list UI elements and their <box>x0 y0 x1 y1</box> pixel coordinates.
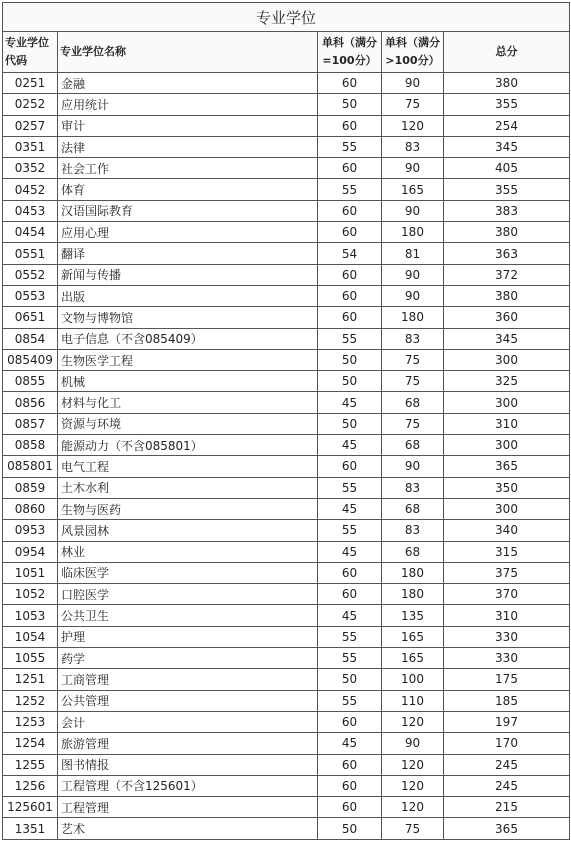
row-total: 383 <box>444 200 570 221</box>
table-row <box>3 562 570 583</box>
row-single-100: 55 <box>318 648 382 669</box>
row-total: 245 <box>444 754 570 775</box>
row-single-100: 60 <box>318 115 382 136</box>
row-total: 360 <box>444 307 570 328</box>
row-code: 0454 <box>3 222 58 243</box>
row-single-over100: 90 <box>382 73 444 94</box>
row-name: 会计 <box>58 711 318 732</box>
row-code: 0452 <box>3 179 58 200</box>
row-code: 1051 <box>3 562 58 583</box>
row-single-100: 60 <box>318 754 382 775</box>
row-single-over100: 135 <box>382 605 444 626</box>
row-code: 0857 <box>3 413 58 434</box>
row-single-over100: 180 <box>382 222 444 243</box>
row-single-100: 60 <box>318 73 382 94</box>
table-row <box>3 456 570 477</box>
row-name: 口腔医学 <box>58 584 318 605</box>
row-single-over100: 83 <box>382 520 444 541</box>
row-total: 380 <box>444 285 570 306</box>
score-table <box>2 2 570 840</box>
row-code: 0856 <box>3 392 58 413</box>
row-single-100: 50 <box>318 371 382 392</box>
row-single-over100: 180 <box>382 307 444 328</box>
table-row <box>3 73 570 94</box>
row-single-over100: 90 <box>382 158 444 179</box>
row-name: 资源与环境 <box>58 413 318 434</box>
row-single-over100: 75 <box>382 818 444 839</box>
table-title: 专业学位 <box>3 3 570 32</box>
row-total: 375 <box>444 562 570 583</box>
row-single-over100: 120 <box>382 775 444 796</box>
row-single-over100: 120 <box>382 115 444 136</box>
row-name: 能源动力（不含085801） <box>58 435 318 456</box>
row-name: 应用心理 <box>58 222 318 243</box>
row-single-100: 45 <box>318 541 382 562</box>
row-code: 0553 <box>3 285 58 306</box>
row-code: 1252 <box>3 690 58 711</box>
row-single-100: 55 <box>318 328 382 349</box>
row-single-over100: 100 <box>382 669 444 690</box>
table-row <box>3 243 570 264</box>
table-row <box>3 818 570 839</box>
row-name: 工商管理 <box>58 669 318 690</box>
row-single-100: 45 <box>318 605 382 626</box>
header-name: 专业学位名称 <box>58 32 318 73</box>
row-total: 330 <box>444 626 570 647</box>
row-single-over100: 75 <box>382 349 444 370</box>
row-single-100: 60 <box>318 584 382 605</box>
row-name: 公共管理 <box>58 690 318 711</box>
row-name: 体育 <box>58 179 318 200</box>
row-single-100: 60 <box>318 222 382 243</box>
table-row <box>3 413 570 434</box>
row-code: 1351 <box>3 818 58 839</box>
row-code: 0859 <box>3 477 58 498</box>
row-name: 旅游管理 <box>58 733 318 754</box>
row-single-100: 55 <box>318 136 382 157</box>
table-row <box>3 669 570 690</box>
row-code: 1255 <box>3 754 58 775</box>
row-name: 翻译 <box>58 243 318 264</box>
row-name: 生物医学工程 <box>58 349 318 370</box>
row-single-100: 45 <box>318 435 382 456</box>
row-code: 1053 <box>3 605 58 626</box>
row-total: 370 <box>444 584 570 605</box>
row-single-over100: 75 <box>382 413 444 434</box>
header-code: 专业学位代码 <box>3 32 58 73</box>
row-code: 0953 <box>3 520 58 541</box>
row-code: 085801 <box>3 456 58 477</box>
row-code: 0453 <box>3 200 58 221</box>
row-single-over100: 75 <box>382 94 444 115</box>
row-total: 254 <box>444 115 570 136</box>
row-total: 345 <box>444 136 570 157</box>
row-total: 350 <box>444 477 570 498</box>
row-total: 363 <box>444 243 570 264</box>
row-single-100: 50 <box>318 349 382 370</box>
row-name: 材料与化工 <box>58 392 318 413</box>
row-code: 0552 <box>3 264 58 285</box>
row-total: 300 <box>444 435 570 456</box>
row-single-100: 45 <box>318 498 382 519</box>
row-name: 社会工作 <box>58 158 318 179</box>
row-name: 电子信息（不含085409） <box>58 328 318 349</box>
row-single-over100: 68 <box>382 392 444 413</box>
row-single-over100: 90 <box>382 264 444 285</box>
table-row <box>3 435 570 456</box>
row-name: 工程管理 <box>58 797 318 818</box>
row-single-100: 50 <box>318 94 382 115</box>
header-row <box>3 32 570 73</box>
row-single-over100: 81 <box>382 243 444 264</box>
row-single-over100: 120 <box>382 754 444 775</box>
row-single-over100: 75 <box>382 371 444 392</box>
row-total: 340 <box>444 520 570 541</box>
table-row <box>3 754 570 775</box>
row-single-100: 55 <box>318 477 382 498</box>
row-total: 380 <box>444 73 570 94</box>
row-total: 170 <box>444 733 570 754</box>
row-code: 0854 <box>3 328 58 349</box>
row-name: 应用统计 <box>58 94 318 115</box>
row-single-100: 60 <box>318 307 382 328</box>
row-code: 1052 <box>3 584 58 605</box>
table-row <box>3 626 570 647</box>
table-row <box>3 158 570 179</box>
row-name: 出版 <box>58 285 318 306</box>
row-code: 1253 <box>3 711 58 732</box>
row-single-over100: 110 <box>382 690 444 711</box>
row-single-100: 60 <box>318 158 382 179</box>
table-row <box>3 200 570 221</box>
row-single-100: 54 <box>318 243 382 264</box>
row-total: 175 <box>444 669 570 690</box>
row-code: 085409 <box>3 349 58 370</box>
row-total: 300 <box>444 349 570 370</box>
row-single-over100: 90 <box>382 733 444 754</box>
row-code: 0860 <box>3 498 58 519</box>
row-total: 365 <box>444 456 570 477</box>
row-code: 1054 <box>3 626 58 647</box>
row-single-100: 60 <box>318 711 382 732</box>
row-single-100: 60 <box>318 456 382 477</box>
row-single-over100: 180 <box>382 562 444 583</box>
row-name: 生物与医药 <box>58 498 318 519</box>
row-total: 310 <box>444 605 570 626</box>
table-row <box>3 285 570 306</box>
row-name: 工程管理（不含125601） <box>58 775 318 796</box>
row-single-100: 60 <box>318 285 382 306</box>
row-total: 330 <box>444 648 570 669</box>
row-single-100: 60 <box>318 200 382 221</box>
row-name: 临床医学 <box>58 562 318 583</box>
row-name: 土木水利 <box>58 477 318 498</box>
row-single-100: 55 <box>318 520 382 541</box>
table-row <box>3 222 570 243</box>
row-code: 125601 <box>3 797 58 818</box>
row-single-over100: 83 <box>382 328 444 349</box>
row-total: 372 <box>444 264 570 285</box>
row-total: 355 <box>444 179 570 200</box>
row-code: 0257 <box>3 115 58 136</box>
row-total: 310 <box>444 413 570 434</box>
row-single-100: 50 <box>318 818 382 839</box>
row-total: 300 <box>444 392 570 413</box>
row-single-over100: 180 <box>382 584 444 605</box>
row-total: 197 <box>444 711 570 732</box>
row-total: 300 <box>444 498 570 519</box>
row-single-100: 55 <box>318 690 382 711</box>
row-total: 315 <box>444 541 570 562</box>
table-body <box>3 73 570 840</box>
table-row <box>3 605 570 626</box>
row-code: 1254 <box>3 733 58 754</box>
row-single-100: 60 <box>318 775 382 796</box>
row-single-100: 50 <box>318 413 382 434</box>
table-row <box>3 733 570 754</box>
row-code: 0352 <box>3 158 58 179</box>
row-name: 机械 <box>58 371 318 392</box>
row-single-over100: 90 <box>382 200 444 221</box>
row-name: 图书情报 <box>58 754 318 775</box>
row-name: 林业 <box>58 541 318 562</box>
table-row <box>3 115 570 136</box>
table-row <box>3 690 570 711</box>
row-name: 审计 <box>58 115 318 136</box>
row-single-over100: 90 <box>382 285 444 306</box>
row-single-100: 60 <box>318 797 382 818</box>
table-row <box>3 94 570 115</box>
row-single-over100: 165 <box>382 179 444 200</box>
row-single-100: 55 <box>318 179 382 200</box>
table-row <box>3 541 570 562</box>
row-single-over100: 90 <box>382 456 444 477</box>
row-single-100: 60 <box>318 562 382 583</box>
row-code: 0551 <box>3 243 58 264</box>
table-row <box>3 328 570 349</box>
row-total: 380 <box>444 222 570 243</box>
row-total: 325 <box>444 371 570 392</box>
row-code: 0651 <box>3 307 58 328</box>
row-name: 法律 <box>58 136 318 157</box>
row-name: 风景园林 <box>58 520 318 541</box>
row-single-over100: 83 <box>382 136 444 157</box>
row-single-over100: 68 <box>382 498 444 519</box>
row-code: 0855 <box>3 371 58 392</box>
table-row <box>3 775 570 796</box>
row-total: 215 <box>444 797 570 818</box>
row-code: 0351 <box>3 136 58 157</box>
row-code: 0954 <box>3 541 58 562</box>
row-single-over100: 68 <box>382 435 444 456</box>
table-row <box>3 648 570 669</box>
row-code: 0251 <box>3 73 58 94</box>
row-name: 金融 <box>58 73 318 94</box>
row-single-100: 60 <box>318 264 382 285</box>
row-single-100: 45 <box>318 733 382 754</box>
row-single-over100: 68 <box>382 541 444 562</box>
row-total: 365 <box>444 818 570 839</box>
header-single-100: 单科（满分=100分） <box>318 32 382 73</box>
row-name: 公共卫生 <box>58 605 318 626</box>
row-code: 0858 <box>3 435 58 456</box>
table-row <box>3 349 570 370</box>
row-single-over100: 83 <box>382 477 444 498</box>
table-row <box>3 498 570 519</box>
row-single-over100: 165 <box>382 626 444 647</box>
row-single-over100: 120 <box>382 797 444 818</box>
row-single-100: 45 <box>318 392 382 413</box>
row-single-over100: 165 <box>382 648 444 669</box>
row-code: 0252 <box>3 94 58 115</box>
row-code: 1055 <box>3 648 58 669</box>
row-total: 185 <box>444 690 570 711</box>
row-single-100: 50 <box>318 669 382 690</box>
header-total: 总分 <box>444 32 570 73</box>
row-code: 1251 <box>3 669 58 690</box>
row-code: 1256 <box>3 775 58 796</box>
row-total: 345 <box>444 328 570 349</box>
table-row <box>3 371 570 392</box>
table-row <box>3 520 570 541</box>
row-total: 355 <box>444 94 570 115</box>
row-name: 汉语国际教育 <box>58 200 318 221</box>
table-row <box>3 307 570 328</box>
table-row <box>3 477 570 498</box>
row-single-100: 55 <box>318 626 382 647</box>
row-single-over100: 120 <box>382 711 444 732</box>
table-row <box>3 584 570 605</box>
table-row <box>3 136 570 157</box>
row-name: 艺术 <box>58 818 318 839</box>
table-row <box>3 264 570 285</box>
row-name: 电气工程 <box>58 456 318 477</box>
header-single-over100: 单科（满分>100分） <box>382 32 444 73</box>
row-name: 文物与博物馆 <box>58 307 318 328</box>
table-row <box>3 392 570 413</box>
table-row <box>3 711 570 732</box>
row-total: 405 <box>444 158 570 179</box>
row-name: 护理 <box>58 626 318 647</box>
table-row <box>3 797 570 818</box>
table-row <box>3 179 570 200</box>
row-name: 药学 <box>58 648 318 669</box>
row-total: 245 <box>444 775 570 796</box>
row-name: 新闻与传播 <box>58 264 318 285</box>
